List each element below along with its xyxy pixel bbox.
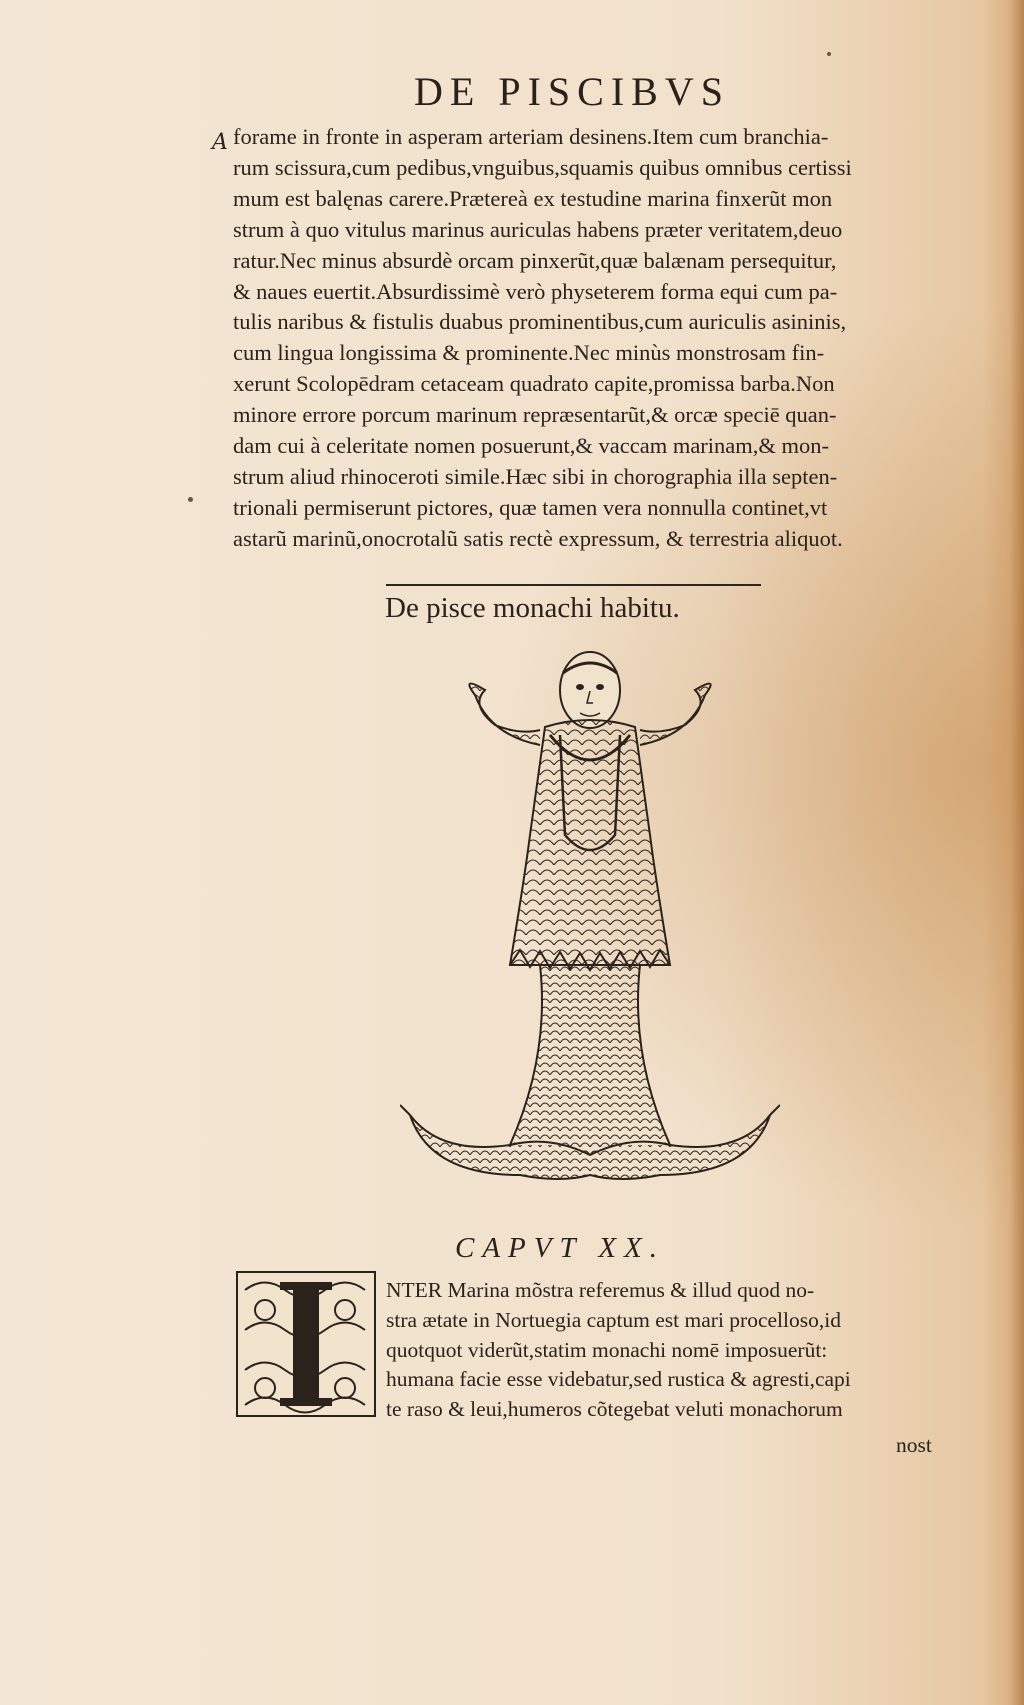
chapter-line: quotquot viderũt,statim monachi nomē imposuerũt: [386, 1337, 828, 1362]
body-line: trionali permiserunt pictores, quæ tamen vera nonnulla continet,vt [233, 494, 828, 520]
body-text [233, 122, 978, 555]
body-line: dam cui à celeritate nomen posuerunt,& vaccam marinam,& mon- [233, 433, 830, 459]
body-line: strum à quo vitulus marinus auriculas habens præter veritatem,deuo [233, 216, 843, 242]
running-head: DE PISCIBVS [414, 69, 730, 114]
chapter-text [386, 1276, 946, 1425]
decorated-initial-i [235, 1270, 377, 1418]
chapter-line: stra ætate in Nortuegia captum est mari procelloso,id [386, 1307, 841, 1332]
body-line: forame in fronte in asperam arteriam desinens.Item cum branchia- [233, 124, 829, 149]
section-rule [386, 584, 761, 586]
body-line: minore errore porcum marinum repræsentarũt,& orcæ speciē quan- [233, 402, 837, 428]
catchword: nost [896, 1433, 932, 1457]
body-line: astarũ marinũ,onocrotalũ satis rectè expressum, & terrestria aliquot. [233, 525, 843, 551]
body-line: cum lingua longissima & prominente.Nec minùs monstrosam fin- [233, 340, 825, 366]
figure-caption: De pisce monachi habitu. [385, 592, 680, 624]
body-line: strum aliud rhinoceroti simile.Hæc sibi in chorographia illa septen- [233, 463, 838, 489]
body-line: rum scissura,cum pedibus,vnguibus,squamis quibus omnibus certissi [233, 154, 852, 180]
chapter-line: humana facie esse videbatur,sed rustica & agresti,capi [386, 1367, 851, 1392]
body-line: tulis naribus & fistulis duabus prominentibus,cum auriculis asininis, [233, 309, 847, 335]
chapter-line: NTER Marina mõstra referemus & illud quod no- [386, 1278, 815, 1302]
chapter-line: te raso & leui,humeros cõtegebat veluti monachorum [386, 1397, 843, 1422]
ink-speck [188, 497, 193, 502]
page-edge-stain [1010, 0, 1024, 1705]
body-line: xerunt Scolopēdram cetaceam quadrato capite,promissa barba.Non [233, 371, 835, 397]
monk-fish-woodcut [400, 635, 780, 1225]
ink-speck [827, 52, 831, 56]
body-line: & naues euertit.Absurdissimè verò physeterem forma equi cum pa- [233, 278, 838, 304]
chapter-heading: CAPVT XX. [455, 1232, 666, 1264]
paragraph-marker: A [212, 130, 228, 155]
body-line: ratur.Nec minus absurdè orcam pinxerũt,quæ balænam persequitur, [233, 247, 837, 273]
body-line: mum est balęnas carere.Prætereà ex testudine marina finxerũt mon [233, 185, 833, 211]
